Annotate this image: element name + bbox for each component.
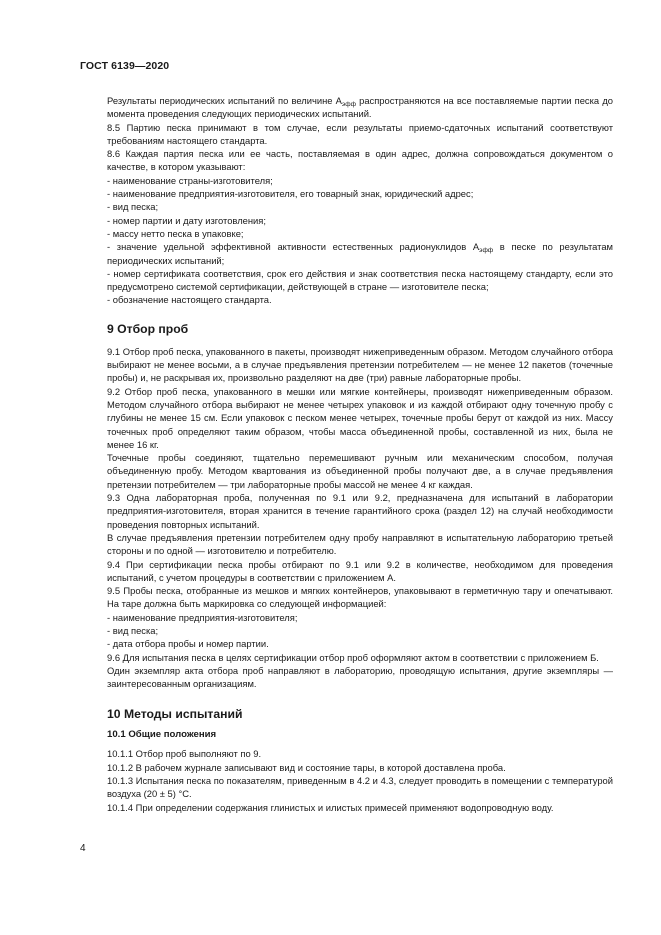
section-10-heading: 10 Методы испытаний: [107, 707, 243, 722]
paragraph: Один экземпляр акта отбора проб направляют в лабораторию, проводящую испытания, другие экземпляры — заинтересованным организациям.: [107, 664, 613, 690]
paragraph: - наименование предприятия-изготовителя;: [107, 611, 298, 623]
paragraph: - массу нетто песка в упаковке;: [107, 227, 244, 239]
paragraph: 10.1.3 Испытания песка по показателям, приведенным в 4.2 и 4.3, следует проводить в помещении с температурой воздуха (20 ± 5) °С.: [107, 775, 613, 800]
paragraph: - вид песка;: [107, 201, 159, 213]
section-9-heading: 9 Отбор проб: [107, 321, 189, 336]
paragraph: 10.1.4 При определении содержания глинистых и илистых примесей применяют водопроводную воду.: [107, 801, 554, 813]
paragraph: 9.4 При сертификации песка пробы отбирают по 9.1 или 9.2 в количестве, необходимом для проведения испытаний, с учетом процедуры в соответствии с приложением А.: [107, 558, 613, 583]
subsection-10-1-heading: 10.1 Общие положения: [107, 729, 217, 741]
section-9-body: [107, 345, 613, 691]
paragraph: - значение удельной эффективной активности естественных радионуклидов $А_{эфф}$ в песке по результатам периодических испытаний;: [107, 241, 613, 266]
paragraph: В случае предъявления претензии потребителем одну пробу направляют в испытательную лабораторию третьей стороны и по одной — изготовителю и потребителю.: [107, 531, 613, 557]
running-header: ГОСТ 6139—2020: [80, 60, 170, 72]
paragraph: - наименование страны-изготовителя;: [107, 174, 273, 186]
paragraph: - вид песка;: [107, 624, 159, 636]
section-8-continuation: [107, 94, 613, 307]
paragraph: Точечные пробы соединяют, тщательно перемешивают ручным или механическим способом, получая объединенную пробу. Методом квартования из объединенной пробы получают две, а в случае предъявления претензии потребителем — три лабораторные пробы массой не менее 4 кг каждая.: [107, 452, 613, 490]
paragraph: 9.5 Пробы песка, отобранные из мешков и мягких контейнеров, упаковывают в герметичную тару и опечатывают. На таре должна быть маркировка со следующей информацией:: [107, 585, 613, 610]
paragraph: - наименование предприятия-изготовителя, его товарный знак, юридический адрес;: [107, 188, 474, 200]
paragraph: 8.5 Партию песка принимают в том случае, если результаты приемо-сдаточных испытаний соответствуют требованиям настоящего стандарта.: [107, 121, 613, 146]
page-content: [107, 94, 613, 814]
paragraph: 9.1 Отбор проб песка, упакованного в пакеты, производят нижеприведенным образом. Методом случайного отбора выбирают не менее восьми, а в случае предъявления претензии потребителем — не менее 12 пакетов (точечные пробы) и, не раскрывая их, произвольно разделяют на две (три) равные лабораторные пробы.: [107, 345, 613, 384]
paragraph: - дата отбора пробы и номер партии.: [107, 638, 269, 650]
page-number: 4: [80, 843, 86, 854]
paragraph: Результаты периодических испытаний по величине $А_{эфф}$ распространяются на все поставляемые партии песка до момента проведения следующих периодических испытаний.: [107, 95, 614, 120]
paragraph: 10.1.1 Отбор проб выполняют по 9.: [107, 748, 262, 760]
paragraph: - номер сертификата соответствия, срок его действия и знак соответствия песка настоящему стандарту, если это предусмотрено системой сертификации, действующей в стране — изготовителе песка;: [107, 267, 613, 293]
paragraph: 9.3 Одна лабораторная проба, полученная по 9.1 или 9.2, предназначена для испытаний в лаборатории предприятия-изготовителя, вторая хранится в течение гарантийного срока (раздел 12) на случай необходимости проведения повторных испытаний.: [107, 492, 613, 530]
paragraph: - обозначение настоящего стандарта.: [107, 294, 272, 306]
paragraph: - номер партии и дату изготовления;: [107, 214, 266, 226]
paragraph: 9.6 Для испытания песка в целях сертификации отбор проб оформляют актом в соответствии с приложением Б.: [107, 651, 599, 663]
section-10-body: [107, 747, 613, 813]
paragraph: 10.1.2 В рабочем журнале записывают вид и состояние тары, в которой доставлена проба.: [107, 761, 506, 773]
paragraph: 8.6 Каждая партия песка или ее часть, поставляемая в один адрес, должна сопровождаться документом о качестве, в котором указывают:: [107, 148, 613, 173]
paragraph: 9.2 Отбор проб песка, упакованного в мешки или мягкие контейнеры, производят нижеприведенным образом. Методом случайного отбора выбирают не менее четырех упаковок и из каждой отбирают одну точечную пробу с глубины не менее 15 см. Если упаковок с песком менее четырех, точечные пробы берут от каждой из них. Массу точечных проб определяют таким образом, чтобы масса объединенной пробы, составленной из них, была не менее 16 кг.: [107, 385, 613, 450]
